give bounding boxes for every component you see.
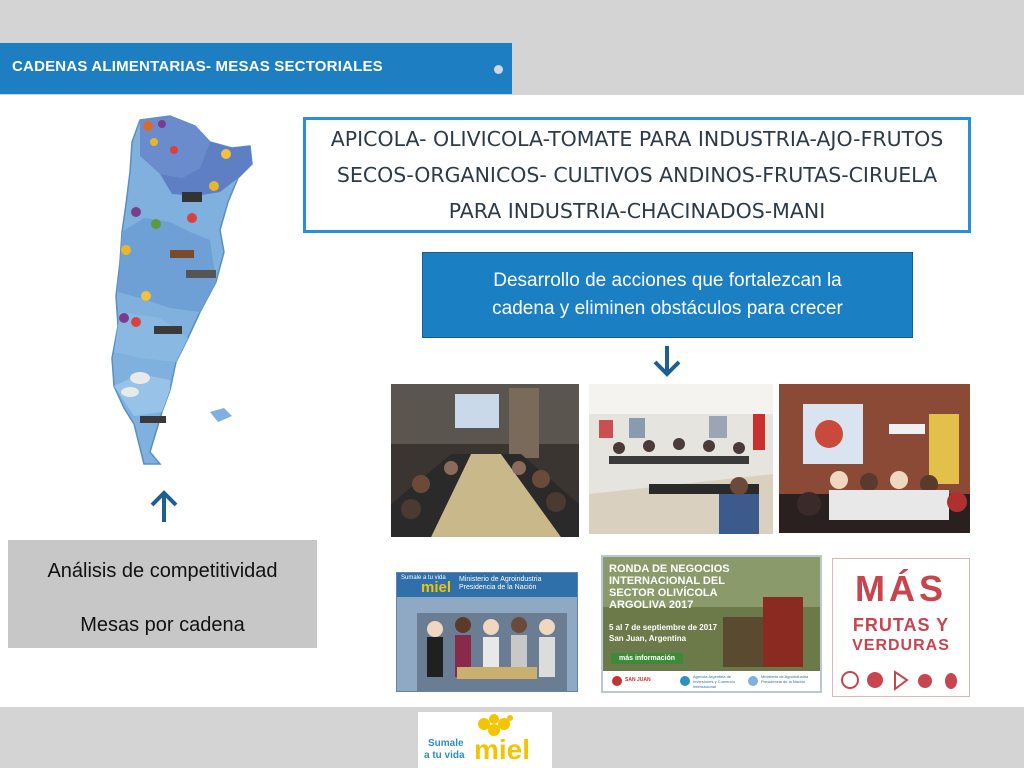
miel-banner-ministry: Ministerio de Agroindustria Presidencia de la Nación [459, 576, 542, 591]
mas-frutas-verduras-logo [832, 558, 970, 697]
miel-banner-brand: miel [421, 579, 452, 596]
competitiveness-line-1: Análisis de competitividad [47, 560, 278, 582]
slide-title: CADENAS ALIMENTARIAS- MESAS SECTORIALES [12, 58, 383, 75]
argentina-map [100, 112, 260, 472]
meeting-photo-3 [779, 384, 970, 533]
bottom-miel-logo [418, 712, 552, 768]
arrow-down-icon [650, 343, 684, 377]
miel-banner-tagline: Sumale a tu vida [401, 575, 446, 581]
meeting-photo-1 [391, 384, 579, 537]
decor-dot-icon [494, 65, 503, 74]
ronda-footer-ministerio: Ministerio de Agroindustria Presidencia de la Nación [761, 674, 809, 684]
development-box [422, 252, 913, 338]
ronda-negocios-poster [601, 555, 822, 693]
bottom-logo-brand: miel [474, 734, 531, 765]
ronda-heading: RONDA DE NEGOCIOS INTERNACIONAL DEL SECTOR OLIVÍCOLA ARGOLIVA 2017 [609, 563, 730, 611]
meeting-photo-2 [589, 384, 773, 534]
crop-list-box [303, 117, 971, 233]
competitiveness-box [8, 540, 317, 648]
ronda-footer-sanjuan: SAN JUAN [625, 677, 651, 683]
ronda-dates: 5 al 7 de septiembre de 2017 [609, 623, 718, 632]
title-bar [0, 43, 512, 94]
mas-line-2: FRUTAS Y [852, 615, 950, 635]
bottom-logo-small-2: a tu vida [424, 750, 465, 761]
crop-list-text: APICOLA- OLIVICOLA-TOMATE PARA INDUSTRIA-AJO-FRUTOS SECOS-ORGANICOS- CULTIVOS ANDINOS-FRUTAS-CIRUELA PARA INDUSTRIA-CHACINADOS-MANI [330, 127, 944, 223]
bottom-logo-small-1: Sumale [428, 738, 464, 749]
mas-line-3: VERDURAS [852, 637, 950, 654]
development-text: Desarrollo de acciones que fortalezcan la cadena y eliminen obstáculos para crecer [492, 270, 843, 319]
miel-banner [396, 572, 578, 692]
fruit-icons [839, 669, 963, 691]
ronda-footer-agencia: Agencia Argentina de Inversiones y Comercio Internacional [693, 674, 735, 689]
arrow-up-icon [147, 488, 181, 524]
mas-informacion-button[interactable]: más información [611, 653, 683, 664]
competitiveness-line-2: Mesas por cadena [80, 614, 245, 636]
ronda-place: San Juan, Argentina [609, 634, 687, 643]
mas-line-1: MÁS [855, 568, 947, 609]
